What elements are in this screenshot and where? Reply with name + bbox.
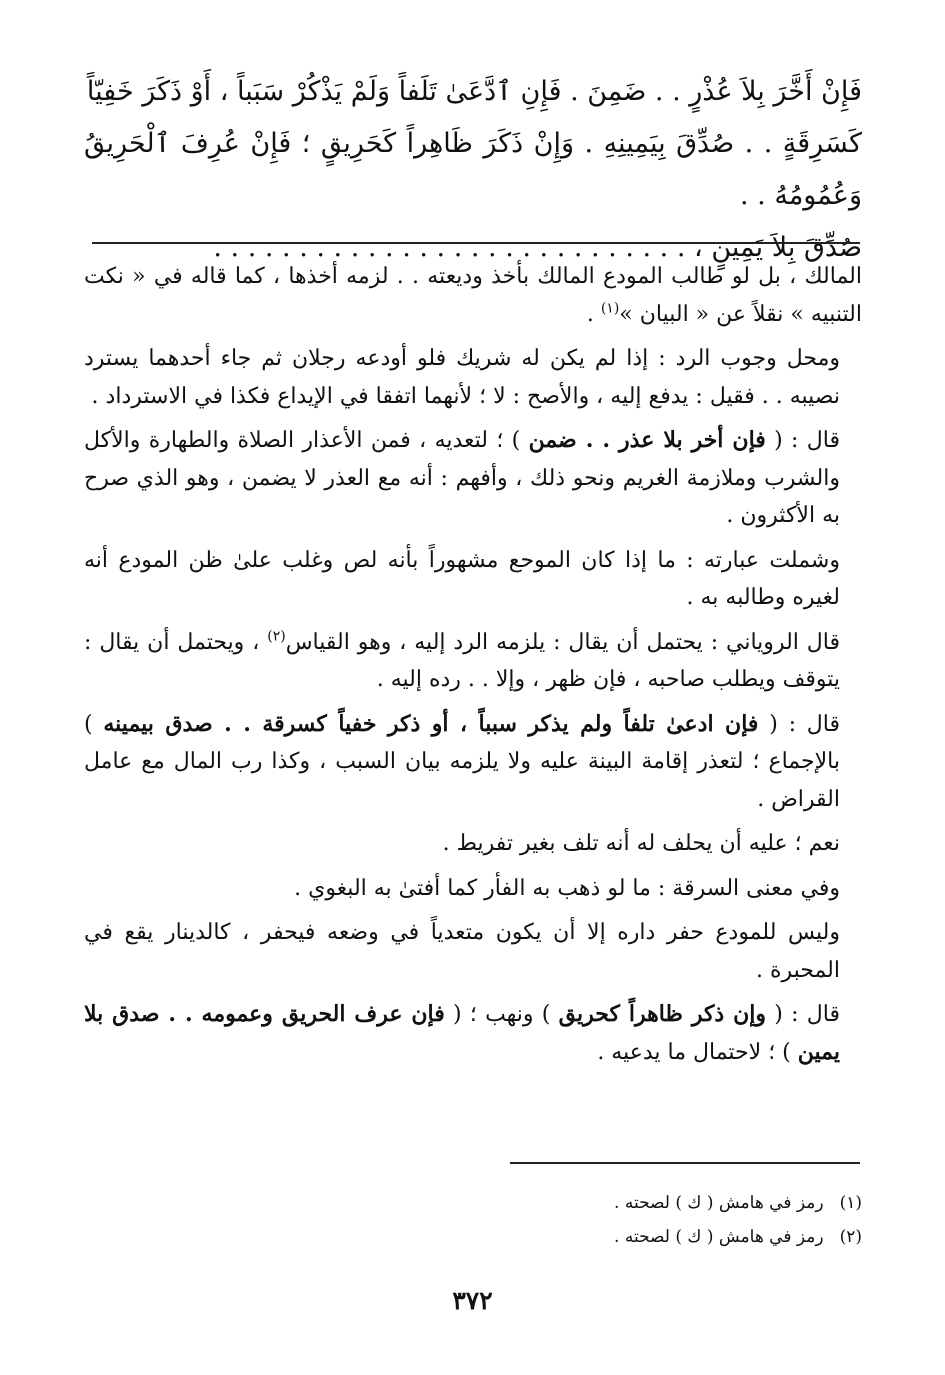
matn-line-2: كَسَرِقَةٍ . . صُدِّقَ بِيَمِينِهِ . وَإِنْ ذَكَرَ ظَاهِراً كَحَرِيقٍ ؛ فَإِنْ عُرِفَ ٱلْحَرِيقُ وَعُمُومُهُ . . [84, 128, 862, 211]
footnote-number: (١) [839, 1193, 862, 1213]
matn-quote: فإن عرف الحريق وعمومه . . صدق بلا يمين [84, 1001, 840, 1065]
matn-quote: فإن أخر بلا عذر . . ضمن [528, 427, 766, 453]
footnote-text: رمز في هامش ( ك ) لصحته . [614, 1193, 824, 1213]
footnote-2 [84, 1220, 862, 1254]
paragraph-text: ) ونهب ؛ ( [444, 1002, 559, 1027]
paragraph-text: قال الروياني : يحتمل أن يقال : يلزمه الرد إليه ، وهو القياس [285, 629, 840, 655]
paragraph-text: ) ؛ لتعديه ، فمن الأعذار الصلاة والطهارة والأكل والشرب وملازمة الغريم ونحو ذلك ، وأفهم : أنه مع العذر لا يضمن ، وهو الذي صرح به الأكثرون . [84, 428, 840, 528]
commentary-paragraph: وليس للمودع حفر داره إلا أن يكون متعدياً في وضعه فيحفر ، كالدينار يقع في المحبرة . [84, 920, 840, 983]
footnote-ref-1[interactable]: (١) [600, 300, 620, 317]
commentary-paragraph: ومحل وجوب الرد : إذا لم يكن له شريك فلو أودعه رجلان ثم جاء أحدهما يسترد نصيبه . . فقيل : يدفع إليه ، والأصح : لا ؛ لأنهما اتفقا في الإيداع فكذا في الاسترداد . [84, 346, 840, 409]
commentary-text [84, 258, 862, 1078]
matn-line-1: فَإِنْ أَخَّرَ بِلاَ عُذْرٍ . . ضَمِنَ . فَإِنِ ٱدَّعَىٰ تَلَفاً وَلَمْ يَذْكُرْ سَبَباً ، أَوْ ذَكَرَ خَفِيّاً [86, 76, 862, 107]
footnote-divider [510, 1162, 860, 1164]
commentary-paragraph: وفي معنى السرقة : ما لو ذهب به الفأر كما أفتىٰ به البغوي . [294, 875, 840, 901]
footnotes [84, 1186, 862, 1254]
paragraph-text: ) ؛ لاحتمال ما يدعيه . [597, 1039, 798, 1065]
commentary-paragraph: نعم ؛ عليه أن يحلف له أنه تلف بغير تفريط . [442, 831, 840, 856]
matn-quote: وإن ذكر ظاهراً كحريق [558, 1001, 767, 1027]
commentary-paragraph [84, 706, 862, 819]
page-number: ٣٧٢ [452, 1286, 493, 1315]
commentary-paragraph [84, 258, 862, 333]
footnote-ref-2[interactable]: (٢) [267, 628, 286, 645]
paragraph-text: المالك ، بل لو طالب المودع المالك بأخذ وديعته . . لزمه أخذها ، كما قاله في « نكت التنبيه » نقلاً عن « البيان » [84, 264, 862, 327]
quote-open: قال : ( [758, 711, 841, 737]
paragraph-text: ) بالإجماع ؛ لتعذر إقامة البينة عليه ولا يلزمه بيان السبب ، وكذا رب المال مع عامل القراض . [84, 711, 840, 812]
matn-line-3-text: صُدِّقَ بِلاَ يَمِينٍ ، [694, 232, 862, 263]
paragraph-end: . [586, 301, 601, 327]
footnote-number: (٢) [839, 1227, 862, 1247]
quote-open: قال : ( [766, 1002, 840, 1027]
footnote-1 [84, 1186, 862, 1220]
matn-dots: . . . . . . . . . . . . . . . . . . . . . . . . . . . . [213, 232, 686, 263]
commentary-paragraph [84, 996, 862, 1071]
commentary-paragraph: وشملت عبارته : ما إذا كان الموحع مشهوراً بأنه لص وغلب علىٰ ظن المودع أنه لغيره وطالبه به . [84, 547, 840, 610]
matn-quote: فإن ادعىٰ تلفاً ولم يذكر سبباً ، أو ذكر خفياً كسرقة . . صدق بيمينه [103, 710, 759, 737]
matn-divider [92, 242, 860, 244]
paragraph-text: ، ويحتمل أن يقال : يتوقف ويطلب صاحبه ، فإن ظهر ، وإلا . . رده إليه . [84, 629, 840, 692]
footnote-text: رمز في هامش ( ك ) لصحته . [614, 1227, 824, 1247]
commentary-paragraph [84, 624, 862, 699]
quote-open: قال : ( [765, 428, 840, 453]
commentary-paragraph [84, 422, 862, 535]
